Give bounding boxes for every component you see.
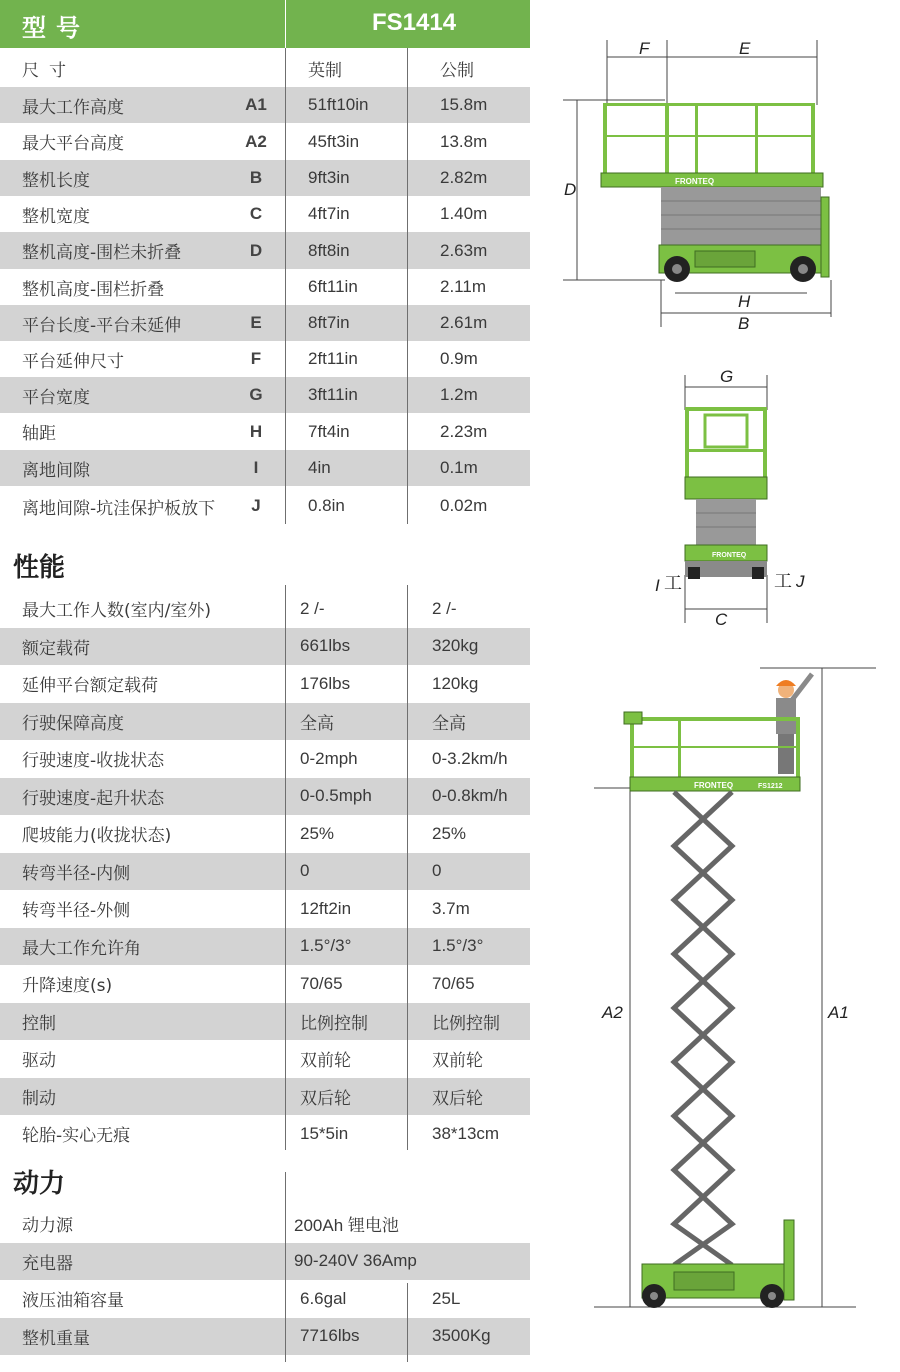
power-imperial: 7716lbs — [300, 1326, 360, 1345]
performance-row — [0, 1115, 530, 1152]
raised-view-diagram — [590, 660, 880, 1320]
dimension-row — [0, 305, 530, 341]
label-g: G — [720, 367, 734, 386]
dimension-name: 整机高度-围栏未折叠 — [22, 243, 182, 263]
performance-name: 延伸平台额定载荷 — [22, 676, 158, 696]
units-label: 尺寸 — [22, 60, 76, 81]
dimension-imperial: 8ft7in — [308, 313, 350, 332]
performance-name: 轮胎-实心无痕 — [22, 1126, 131, 1146]
performance-row — [0, 965, 530, 1002]
performance-imperial: 70/65 — [300, 973, 343, 993]
units-metric: 公制 — [440, 60, 474, 81]
dimension-code: B — [249, 168, 263, 187]
dim-col-divider-1 — [285, 48, 286, 524]
dimension-name: 最大平台高度 — [22, 134, 124, 154]
dimension-metric: 1.40m — [440, 204, 488, 223]
performance-name: 额定载荷 — [22, 638, 90, 659]
front-view-diagram — [650, 365, 820, 635]
performance-imperial: 0 — [300, 861, 310, 880]
dimension-metric: 1.2m — [440, 385, 478, 404]
power-name: 整机重量 — [22, 1328, 90, 1349]
performance-row — [0, 703, 530, 740]
performance-row — [0, 853, 530, 890]
performance-row — [0, 740, 530, 777]
dimension-name: 平台延伸尺寸 — [22, 351, 124, 372]
model-header — [0, 0, 530, 48]
performance-imperial: 比例控制 — [300, 1013, 368, 1033]
dimension-metric: 2.63m — [440, 240, 488, 260]
dimension-row — [0, 377, 530, 413]
dimension-row — [0, 160, 530, 196]
power-name: 液压油箱容量 — [22, 1291, 124, 1311]
label-a1: A1 — [828, 1003, 849, 1022]
performance-row — [0, 665, 530, 702]
dimension-code — [244, 269, 268, 305]
performance-metric: 0-3.2km/h — [432, 748, 508, 768]
power-metric: 3500Kg — [432, 1326, 491, 1345]
performance-row — [0, 928, 530, 965]
dimension-row — [0, 196, 530, 232]
dimension-code: H — [249, 421, 263, 441]
dimension-code: I — [253, 458, 259, 477]
performance-name: 行驶速度-起升状态 — [22, 788, 165, 809]
dimension-row — [0, 341, 530, 377]
dimension-metric: 2.82m — [440, 168, 488, 187]
performance-imperial: 0-0.5mph — [300, 786, 372, 805]
performance-metric: 120kg — [432, 673, 479, 693]
dimension-row — [0, 413, 530, 450]
performance-row — [0, 628, 530, 665]
performance-row — [0, 1040, 530, 1077]
performance-name: 驱动 — [22, 1051, 56, 1071]
performance-imperial: 661lbs — [300, 636, 351, 655]
dimension-metric: 0.9m — [440, 349, 478, 368]
dim-col-divider-2 — [407, 48, 408, 524]
dimension-row — [0, 232, 530, 269]
dimension-name: 平台长度-平台未延伸 — [22, 315, 182, 336]
dimension-imperial: 7ft4in — [308, 421, 350, 441]
header-divider — [285, 0, 286, 48]
performance-imperial: 12ft2in — [300, 898, 352, 918]
front-brand: FRONTEQ — [712, 552, 747, 559]
dimension-code: F — [250, 349, 262, 368]
dimension-metric: 2.23m — [440, 421, 488, 441]
performance-metric: 70/65 — [432, 973, 475, 993]
power-value: 200Ah 锂电池 — [294, 1216, 399, 1235]
dimension-name: 离地间隙-坑洼保护板放下 — [22, 498, 216, 519]
label-d: D — [564, 180, 577, 199]
performance-metric: 0-0.8km/h — [432, 786, 508, 805]
dimension-row — [0, 450, 530, 486]
power-col-divider-2 — [407, 1283, 408, 1362]
dimension-code: G — [249, 385, 263, 404]
performance-metric: 320kg — [432, 636, 479, 655]
label-a2: A2 — [602, 1003, 623, 1022]
dimension-code: A1 — [245, 95, 267, 114]
performance-row — [0, 1003, 530, 1040]
dimension-metric: 13.8m — [440, 131, 488, 151]
dimension-imperial: 4in — [308, 458, 331, 477]
power-name: 动力源 — [22, 1216, 73, 1236]
dimension-code: J — [251, 496, 261, 515]
performance-name: 行驶保障高度 — [22, 713, 124, 734]
perf-col-divider-1 — [285, 585, 286, 1150]
performance-imperial: 25% — [300, 823, 335, 843]
dimension-row — [0, 87, 530, 123]
performance-imperial: 2 /- — [300, 598, 325, 618]
performance-metric: 25% — [432, 823, 467, 843]
dimension-metric: 0.1m — [440, 458, 478, 477]
side-view-diagram — [555, 35, 845, 335]
performance-title: 性能 — [13, 553, 66, 583]
power-name: 充电器 — [22, 1253, 73, 1274]
performance-metric: 0 — [432, 861, 442, 880]
performance-imperial: 双后轮 — [300, 1088, 351, 1108]
units-row — [0, 50, 530, 86]
label-i: I — [655, 576, 660, 595]
performance-name: 行驶速度-收拢状态 — [22, 751, 165, 771]
performance-metric: 双前轮 — [432, 1051, 483, 1070]
perf-col-divider-2 — [407, 585, 408, 1150]
performance-name: 转弯半径-内侧 — [22, 863, 131, 884]
model-label: 型号 — [22, 14, 90, 42]
dimension-imperial: 51ft10in — [308, 95, 369, 114]
dimension-imperial: 2ft11in — [308, 349, 358, 368]
dimension-imperial: 3ft11in — [308, 385, 358, 404]
performance-row — [0, 590, 530, 627]
dimension-name: 整机高度-围栏折叠 — [22, 279, 165, 300]
label-f: F — [639, 39, 650, 58]
performance-name: 升降速度(s) — [22, 976, 113, 996]
dimension-name: 平台宽度 — [22, 387, 90, 408]
label-h: H — [738, 292, 751, 311]
dimension-name: 离地间隙 — [22, 460, 90, 481]
performance-imperial: 全高 — [300, 713, 334, 733]
performance-metric: 双后轮 — [432, 1088, 483, 1108]
dimension-imperial: 4ft7in — [308, 204, 350, 223]
label-j: J — [796, 572, 805, 591]
power-row — [0, 1205, 530, 1242]
dimension-metric: 0.02m — [440, 496, 488, 515]
dimension-row — [0, 486, 530, 526]
dimension-row — [0, 269, 530, 305]
performance-row — [0, 815, 530, 852]
svg-text:工: 工 — [774, 571, 792, 592]
performance-row — [0, 890, 530, 927]
label-e: E — [739, 39, 751, 58]
performance-imperial: 15*5in — [300, 1123, 349, 1143]
performance-name: 制动 — [22, 1088, 56, 1109]
performance-name: 转弯半径-外侧 — [22, 901, 131, 921]
power-row — [0, 1280, 530, 1317]
dimension-row — [0, 123, 530, 160]
performance-name: 爬坡能力(收拢状态) — [22, 826, 172, 846]
power-col-divider-1 — [285, 1172, 286, 1362]
dimension-metric: 2.61m — [440, 313, 488, 332]
dimension-metric: 2.11m — [440, 277, 486, 296]
label-c: C — [715, 610, 728, 629]
dimension-imperial: 45ft3in — [308, 131, 360, 151]
performance-metric: 3.7m — [432, 898, 470, 918]
raised-plate: FS1212 — [758, 783, 783, 790]
dimension-name: 整机宽度 — [22, 206, 90, 227]
performance-metric: 比例控制 — [432, 1013, 500, 1033]
dimension-code: C — [249, 204, 263, 223]
performance-imperial: 双前轮 — [300, 1051, 351, 1070]
performance-metric: 1.5°/3° — [432, 936, 484, 955]
svg-text:工: 工 — [664, 573, 682, 594]
performance-name: 控制 — [22, 1013, 56, 1034]
performance-row — [0, 778, 530, 815]
performance-metric: 38*13cm — [432, 1123, 500, 1143]
power-metric: 25L — [432, 1288, 461, 1308]
performance-name: 最大工作人数(室内/室外) — [22, 601, 211, 621]
side-brand: FRONTEQ — [675, 177, 715, 186]
raised-brand: FRONTEQ — [694, 781, 734, 790]
dimension-metric: 15.8m — [440, 95, 488, 114]
performance-imperial: 0-2mph — [300, 748, 358, 768]
dimension-imperial: 9ft3in — [308, 168, 350, 187]
dimension-code: D — [249, 240, 263, 260]
performance-row — [0, 1078, 530, 1115]
power-imperial: 6.6gal — [300, 1288, 347, 1308]
dimension-name: 整机长度 — [22, 170, 90, 191]
performance-name: 最大工作允许角 — [22, 938, 141, 959]
dimension-imperial: 0.8in — [308, 496, 345, 515]
label-b: B — [738, 314, 750, 333]
dimension-imperial: 8ft8in — [308, 240, 350, 260]
model-name: FS1414 — [372, 9, 457, 36]
dimension-name: 轴距 — [22, 424, 56, 444]
power-title: 动力 — [13, 1169, 66, 1199]
dimension-name: 最大工作高度 — [22, 97, 124, 118]
dimension-code: E — [250, 313, 262, 332]
power-value: 90-240V 36Amp — [294, 1251, 417, 1270]
units-imperial: 英制 — [308, 60, 342, 81]
power-row — [0, 1318, 530, 1355]
power-row — [0, 1243, 530, 1280]
performance-metric: 2 /- — [432, 598, 457, 618]
performance-imperial: 1.5°/3° — [300, 936, 352, 955]
dimension-code: A2 — [245, 131, 267, 151]
dimension-imperial: 6ft11in — [308, 277, 358, 296]
performance-metric: 全高 — [432, 713, 466, 733]
performance-imperial: 176lbs — [300, 673, 351, 693]
